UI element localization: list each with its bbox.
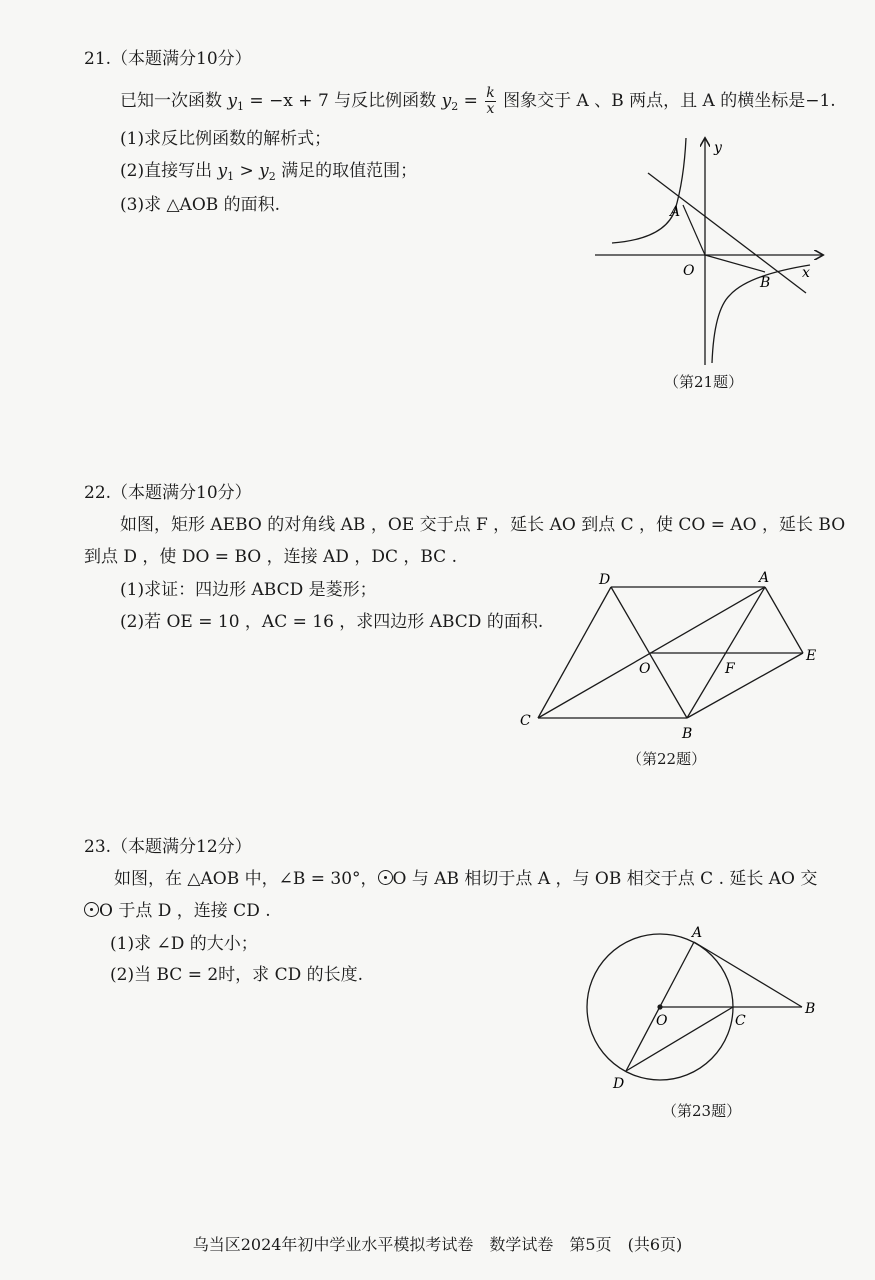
q23-line1: 如图，在 △AOB 中，∠B = 30°， O 与 AB 相切于点 A ，与 OB 相交于点 C . 延长 AO 交 (114, 869, 818, 889)
q23-caption: （第23题） (662, 1102, 742, 1120)
q23-line2: O 于点 D ，连接 CD . (84, 900, 271, 922)
q21-label-a: A (670, 204, 681, 220)
q21-hyperbola-left (612, 138, 686, 243)
q22-label-e: E (806, 648, 817, 664)
q21-part3: (3)求 △AOB 的面积. (120, 195, 281, 215)
q22-segment-dc (538, 587, 611, 718)
q22-label-a: A (759, 570, 770, 586)
q23-part1: (1)求 ∠D 的大小； (110, 934, 258, 954)
q23-label-b: B (805, 1001, 816, 1017)
q22-label-f: F (725, 661, 735, 677)
q21-figure (590, 135, 830, 370)
q21-segment-ob (705, 255, 765, 272)
q21-line (648, 173, 806, 293)
q22-label-c: C (520, 713, 531, 729)
q22-label-b: B (682, 726, 693, 742)
q22-segment-eb (687, 653, 803, 718)
q21-part2: (2)直接写出 $y_1 > y_2$ 满足的取值范围； (120, 161, 418, 183)
q22-segment-ae (765, 587, 803, 653)
q23-segment-ab (694, 942, 802, 1007)
q21-label-o: O (683, 263, 695, 279)
q23-label-o: O (656, 1013, 668, 1029)
q23-segment-dc (626, 1007, 733, 1071)
circle-dot-icon (84, 902, 99, 917)
q23-label-c: C (735, 1013, 746, 1029)
q22-part2: (2)若 OE = 10 ，AC = 16 ，求四边形 ABCD 的面积. (120, 612, 544, 632)
q22-header: 22.（本题满分10分） (84, 483, 252, 503)
q21-label-x: x (802, 265, 810, 281)
page-footer: 乌当区2024年初中学业水平模拟考试卷 数学试卷 第5页 (共6页) (192, 1235, 683, 1254)
q21-fraction: $\frac{k}{x}$ (486, 85, 495, 117)
q22-part1: (1)求证：四边形 ABCD 是菱形； (120, 580, 377, 600)
q22-figure (515, 565, 827, 745)
q22-line1: 如图，矩形 AEBO 的对角线 AB ，OE 交于点 F ，延长 AO 到点 C ，使 CO = AO ，延长 BO (120, 515, 846, 535)
q23-header: 23.（本题满分12分） (84, 837, 252, 857)
q23-label-d: D (613, 1076, 625, 1092)
q22-line2: 到点 D ，使 DO = BO ，连接 AD ，DC ，BC . (84, 547, 457, 567)
q21-segment-oa (683, 205, 705, 255)
q21-part1: (1)求反比例函数的解析式； (120, 129, 332, 149)
q21-header: 21.（本题满分10分） (84, 49, 252, 69)
q23-part2: (2)当 BC = 2时，求 CD 的长度. (110, 965, 364, 985)
q21-caption: （第21题） (664, 373, 744, 391)
q23-label-a: A (692, 925, 703, 941)
q22-caption: （第22题） (627, 750, 707, 768)
q22-label-d: D (599, 572, 611, 588)
q21-stem: 已知一次函数 $y_1 = -x + 7$ 与反比例函数 $y_2$ = $\frac{k}{x}$ 图象交于 A 、B 两点，且 A 的横坐标是−1. (120, 85, 836, 117)
q21-label-b: B (760, 275, 771, 291)
q21-label-y: y (714, 140, 722, 156)
q23-figure (580, 918, 830, 1098)
q23-center-dot (657, 1004, 662, 1009)
circle-dot-icon (378, 870, 393, 885)
q22-label-o: O (639, 661, 651, 677)
